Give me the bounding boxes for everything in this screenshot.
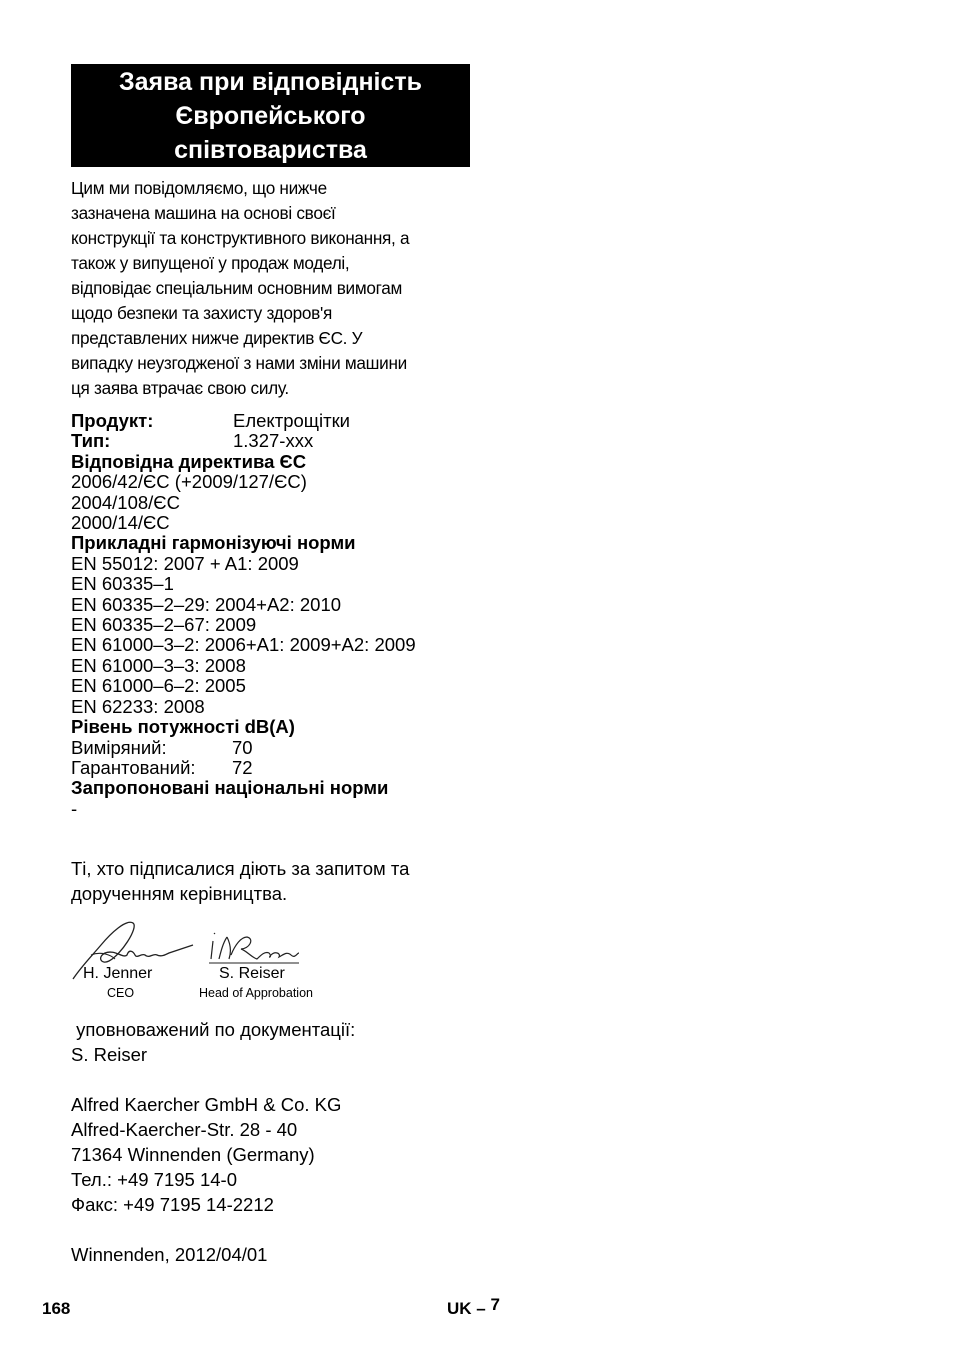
standard-item: EN 60335–2–67: 2009 (71, 614, 257, 636)
directive-item: 2006/42/ЄС (+2009/127/ЄС) (71, 471, 307, 493)
standard-item: EN 61000–3–2: 2006+A1: 2009+A2: 2009 (71, 634, 416, 656)
product-value: Електрощітки (233, 410, 351, 431)
address-line: Alfred-Kaercher-Str. 28 - 40 (71, 1119, 298, 1140)
directive-item: 2004/108/ЄС (71, 491, 180, 513)
address-line: Alfred Kaercher GmbH & Co. KG (71, 1094, 342, 1115)
intro-line: конструкції та конструктивного виконання, а (71, 228, 410, 248)
signature-2-name: S. Reiser (219, 965, 285, 982)
declaration-title (71, 64, 470, 167)
address-line: Тел.: +49 7195 14-0 (71, 1169, 237, 1190)
directives-heading: Відповідна директива ЄС (71, 450, 307, 472)
product-row (71, 411, 491, 431)
national-heading: Запропоновані національні норми (71, 777, 389, 799)
sound-measured-row (71, 738, 491, 758)
sound-guaranteed-row (71, 758, 491, 778)
signature-2-role: Head of Approbation (199, 986, 313, 1000)
standard-item: EN 60335–1 (71, 573, 174, 595)
type-label: Тип: (71, 430, 111, 452)
intro-line: Цим ми повідомляємо, що нижче (71, 178, 327, 198)
specifications (71, 411, 491, 819)
sound-guaranteed-value: 72 (232, 756, 253, 778)
standard-item: EN 62233: 2008 (71, 695, 205, 717)
language-code: UK – (447, 1299, 486, 1318)
standard-item: EN 55012: 2007 + A1: 2009 (71, 552, 299, 574)
intro-paragraph (71, 176, 466, 401)
intro-line: також у випущеної у продаж моделі, (71, 253, 350, 273)
product-label: Продукт: (71, 410, 154, 431)
signature-1-role: CEO (107, 986, 135, 1000)
sound-heading: Рівень потужності dB(A) (71, 716, 295, 738)
title-line: Заява при відповідність (118, 67, 423, 96)
sound-guaranteed-label: Гарантований: (71, 756, 196, 778)
address-line: Факс: +49 7195 14-2212 (71, 1194, 274, 1215)
sound-measured-value: 70 (232, 736, 253, 758)
directive-item: 2000/14/ЄС (71, 512, 170, 534)
language-page-marker (447, 1295, 500, 1319)
place-date: Winnenden, 2012/04/01 (71, 1244, 268, 1265)
standard-item: EN 61000–6–2: 2005 (71, 675, 246, 697)
intro-line: щодо безпеки та захисту здоров'я (71, 303, 332, 323)
intro-line: зазначена машина на основі своєї (71, 203, 336, 223)
page-number: 168 (42, 1299, 71, 1318)
type-value: 1.327-xxx (233, 430, 314, 452)
company-address (71, 1092, 341, 1217)
address-line: 71364 Winnenden (Germany) (71, 1144, 315, 1165)
sound-measured-label: Виміряний: (71, 736, 167, 758)
standards-heading: Прикладні гармонізуючі норми (71, 532, 356, 554)
signatories-note-line: Ті, хто підписалися діють за запитом та (71, 858, 410, 879)
intro-line: випадку неузгодженої з нами зміни машини (71, 353, 407, 373)
signatories-note (71, 856, 409, 906)
title-line: співтовариства (174, 135, 367, 164)
signature-block (71, 915, 371, 1005)
intro-line: відповідає спеціальним основним вимогам (71, 278, 402, 298)
standard-item: EN 61000–3–3: 2008 (71, 654, 246, 676)
intro-line: ця заява втрачає свою силу. (71, 378, 289, 398)
language-page-number: 7 (490, 1295, 500, 1314)
documentation-block (71, 1017, 355, 1067)
standard-item: EN 60335–2–29: 2004+A2: 2010 (71, 593, 342, 615)
signatories-note-line: дорученням керівництва. (71, 883, 288, 904)
intro-line: представлених нижче директив ЄС. У (71, 328, 363, 348)
national-value: - (71, 797, 78, 819)
signature-1-name: H. Jenner (83, 965, 153, 982)
type-row (71, 431, 491, 451)
documentation-label: уповноважений по документації: (71, 1019, 356, 1040)
title-line: Європейського (175, 101, 366, 130)
documentation-name: S. Reiser (71, 1044, 148, 1065)
